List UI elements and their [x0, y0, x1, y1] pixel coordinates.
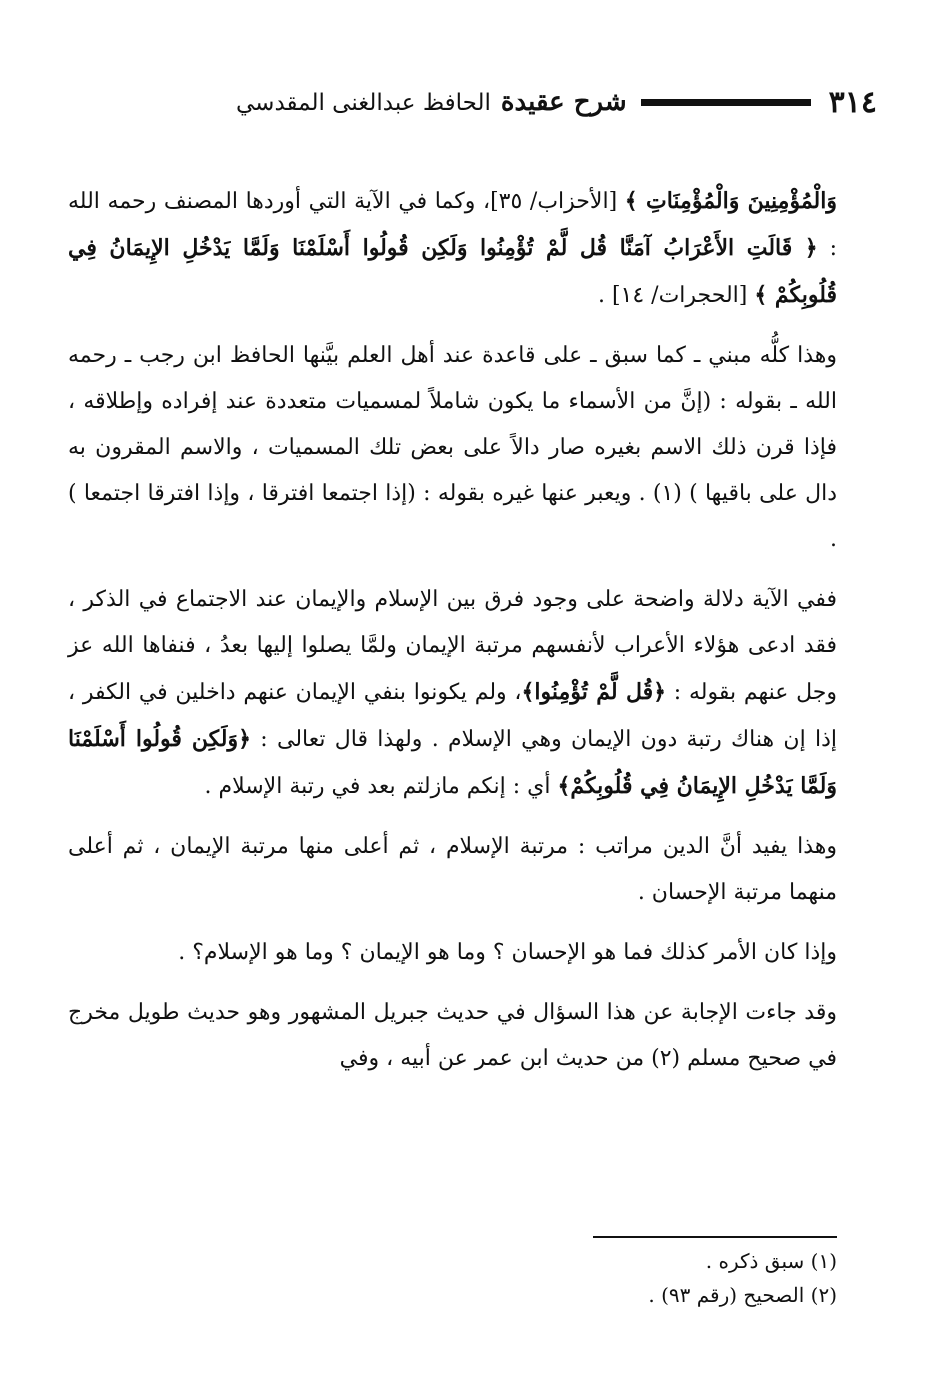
text-span: [الأحزاب/ ٣٥]، وكما في الآية التي أوردها المصنف رحمه الله :	[68, 189, 838, 261]
running-title	[236, 87, 627, 117]
running-title-sub: الحافظ عبدالغنى المقدسي	[236, 90, 491, 116]
quran-verse: وَالْمُؤْمِنِينَ وَالْمُؤْمِنَاتِ ﴾	[624, 188, 837, 214]
paragraph-4: وهذا يفيد أنَّ الدين مراتب : مرتبة الإسلام ، ثم أعلى منها مرتبة الإيمان ، ثم أعلى منهما مرتبة الإحسان .	[68, 834, 837, 905]
page-number: ٣١٤	[828, 84, 877, 120]
quran-verse: ﴿ قَالَتِ الأَعْرَابُ آمَنَّا قُل لَّمْ تُؤْمِنُوا وَلَكِن قُولُوا أَسْلَمْنَا وَلَمَّا يَدْخُلِ الإِيمَانُ فِي قُلُوبِكُمْ ﴾	[68, 235, 837, 308]
footnote-2: (٢) الصحيح (رقم ٩٣) .	[648, 1283, 837, 1307]
running-title-main: شرح عقيدة	[500, 87, 627, 117]
page-header	[26, 78, 877, 126]
body-text	[68, 178, 837, 1096]
quran-verse: ﴿وَلَكِن قُولُوا أَسْلَمْنَا وَلَمَّا يَدْخُلِ الإِيمَانُ فِي قُلُوبِكُمْ﴾	[68, 726, 837, 799]
paragraph-2: وهذا كلُّه مبني ـ كما سبق ـ على قاعدة عند أهل العلم بيَّنها الحافظ ابن رجب ـ رحمه الله ـ بقوله : (إنَّ من الأسماء ما يكون شاملاً لمسميات متعددة عند إفراده وإطلاقه ، فإذا قرن ذلك الاسم بغيره صار دالاً على بعض تلك المسميات ، والاسم المقرون به دال على باقيها ) (١) . ويعبر عنها غيره بقوله : (إذا اجتمعا افترقا ، وإذا افترقا اجتمعا ) .	[68, 343, 837, 552]
header-rule	[641, 99, 811, 106]
footnotes	[97, 1244, 837, 1312]
paragraph-3	[68, 577, 837, 810]
quran-verse: ﴿قُل لَّمْ تُؤْمِنُوا﴾	[521, 679, 667, 705]
paragraph-1	[68, 178, 837, 319]
text-span: أي : إنكم مازلتم بعد في رتبة الإسلام .	[204, 774, 558, 799]
paragraph-6: وقد جاءت الإجابة عن هذا السؤال في حديث جبريل المشهور وهو حديث طويل مخرج في صحيح مسلم (٢) من حديث ابن عمر عن أبيه ، وفي	[68, 1000, 837, 1071]
text-span: [الحجرات/ ١٤] .	[597, 283, 755, 308]
footnote-divider	[593, 1236, 837, 1238]
text-span: ففي الآية دلالة واضحة على وجود فرق بين الإسلام والإيمان عند الاجتماع في الذكر ، فقد ادعى هؤلاء الأعراب لأنفسهم مرتبة الإيمان ولمَّا يصلوا إليها بعدُ ، فنفاها الله عز وجل عنهم بقوله :	[68, 587, 838, 705]
paragraph-5: وإذا كان الأمر كذلك فما هو الإحسان ؟ وما هو الإيمان ؟ وما هو الإسلام؟ .	[178, 940, 837, 965]
footnote-1: (١) سبق ذكره .	[705, 1249, 837, 1273]
text-span: ، ولم يكونوا بنفي الإيمان عنهم داخلين في الكفر ، إذا إن هناك رتبة دون الإيمان وهي الإسلام . ولهذا قال تعالى :	[68, 680, 837, 752]
